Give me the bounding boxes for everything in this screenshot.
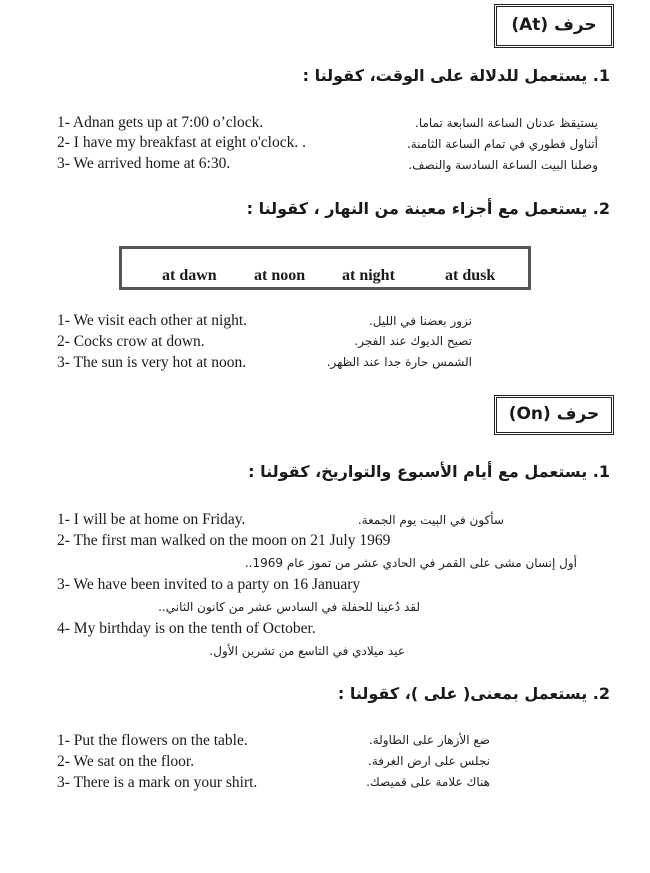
on-rule2-example-ar-3: هناك علامة على قميصك. — [366, 775, 490, 789]
at-rule2-example-en-2: 2- Cocks crow at down. — [57, 333, 205, 350]
on-rule1-example-ar-2: أول إنسان مشى على القمر في الحادي عشر من تموز عام 1969.. — [244, 556, 577, 570]
phrase-at-dawn: at dawn — [162, 267, 217, 284]
phrase-at-noon: at noon — [254, 267, 306, 284]
on-rule2-example-en-1: 1- Put the flowers on the table. — [57, 732, 248, 749]
on-rule1-example-ar-1: سأكون في البيت يوم الجمعة. — [357, 513, 504, 527]
time-phrases-box — [119, 246, 531, 290]
on-rule1-example-ar-3: لقد دُعينا للحفلة في السادس عشر من كانون الثاني.. — [158, 600, 420, 614]
at-rule2-example-ar-2: تصيح الديوك عند الفجر. — [354, 334, 472, 348]
on-rule2-example-ar-2: نجلس على ارض الغرفة. — [368, 754, 490, 768]
on-rule2-example-en-3: 3- There is a mark on your shirt. — [57, 774, 258, 791]
on-section-title: حرف (On) — [494, 395, 614, 435]
on-rule1-example-en-4: 4- My birthday is on the tenth of October. — [57, 620, 316, 637]
phrase-at-dusk: at dusk — [445, 267, 496, 284]
at-rule2-example-en-3: 3- The sun is very hot at noon. — [57, 354, 247, 371]
at-rule1-heading: 1. يستعمل للدلالة على الوقت، كقولنا : — [302, 66, 610, 85]
on-rule2-heading: 2. يستعمل بمعنى( على )، كقولنا : — [337, 684, 610, 703]
at-rule1-example-en-2: 2- I have my breakfast at eight o'clock. . — [57, 134, 306, 151]
at-rule1-example-ar-1: يستيقظ عدنان الساعة السابعة تماما. — [415, 116, 598, 130]
at-section-title: حرف (At) — [494, 4, 614, 48]
at-rule1-example-ar-3: وصلنا البيت الساعة السادسة والنصف. — [408, 158, 598, 172]
on-rule1-heading: 1. يستعمل مع أيام الأسبوع والتواريخ، كقولنا : — [248, 462, 610, 481]
phrase-at-night: at night — [342, 267, 395, 284]
at-rule1-example-en-1: 1- Adnan gets up at 7:00 o’clock. — [57, 114, 264, 131]
at-rule1-example-ar-2: أتناول فطوري في تمام الساعة الثامنة. — [406, 137, 598, 151]
on-rule2-example-ar-1: ضع الأزهار على الطاولة. — [368, 733, 490, 747]
on-rule1-example-en-2: 2- The first man walked on the moon on 21 July 1969 — [57, 532, 391, 549]
at-rule2-example-ar-1: نزور بعضنا في الليل. — [368, 314, 472, 328]
at-rule2-heading: 2. يستعمل مع أجزاء معينة من النهار ، كقولنا : — [246, 199, 610, 218]
at-rule1-example-en-3: 3- We arrived home at 6:30. — [57, 155, 231, 172]
on-rule1-example-ar-4: عيد ميلادي في التاسع من تشرين الأول. — [209, 644, 405, 658]
on-rule1-example-en-3: 3- We have been invited to a party on 16 January — [57, 576, 361, 593]
on-rule1-example-en-1: 1- I will be at home on Friday. — [57, 511, 246, 528]
at-rule2-example-ar-3: الشمس حارة جدا عند الظهر. — [326, 355, 472, 369]
at-rule2-example-en-1: 1- We visit each other at night. — [57, 312, 248, 329]
on-rule2-example-en-2: 2- We sat on the floor. — [57, 753, 195, 770]
